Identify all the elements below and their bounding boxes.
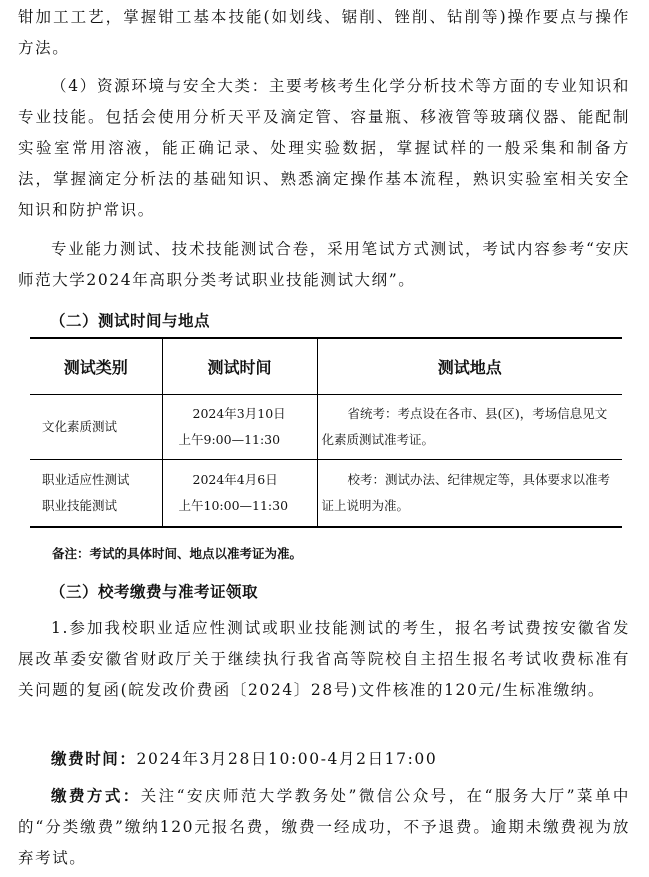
header-place: 测试地点 xyxy=(317,338,622,395)
time-line: 上午10:00—11:30 xyxy=(178,498,289,513)
pay-time-label: 缴费时间： xyxy=(51,750,137,768)
pay-method-value: 关注“安庆师范大学教务处”微信公众号，在“服务大厅”菜单中的“分类缴费”缴纳120元报名费，缴费一经成功，不予退费。逾期未缴费视为放弃考试。 xyxy=(18,787,630,867)
category-line: 文化素质测试 xyxy=(42,419,118,434)
cell-time xyxy=(162,460,317,528)
paragraph-fitter-skills: 钳加工工艺，掌握钳工基本技能(如划线、锯削、锉削、钻削等)操作要点与操作方法。 xyxy=(18,8,630,57)
category-line: 职业适应性测试 xyxy=(42,472,130,487)
paragraph-exam-format: 专业能力测试、技术技能测试合卷，采用笔试方式测试，考试内容参考“安庆师范大学2024年高职分类考试职业技能测试大纲”。 xyxy=(18,240,630,289)
paragraph-fee-standard: 1.参加我校职业适应性测试或职业技能测试的考生，报名考试费按安徽省发展改革委安徽省财政厅关于继续执行我省高等院校自主招生报名考试收费标准有关问题的复函(皖发改价费函〔2024〕28号)文件核准的120元/生标准缴纳。 xyxy=(18,619,630,699)
table-row xyxy=(30,460,622,528)
section-heading-time-place: （二）测试时间与地点 xyxy=(50,312,211,330)
cell-category xyxy=(30,395,162,460)
cell-category xyxy=(30,460,162,528)
table-note: 备注：考试的具体时间、地点以准考证为准。 xyxy=(52,546,303,561)
pay-time-value: 2024年3月28日10:00-4月2日17:00 xyxy=(136,750,438,768)
time-line: 上午9:00—11:30 xyxy=(178,432,281,447)
cell-place: 校考：测试办法、纪律规定等，具体要求以准考证上说明为准。 xyxy=(317,460,622,528)
cell-place: 省统考：考点设在各市、县(区)，考场信息见文化素质测试准考证。 xyxy=(317,395,622,460)
paragraph-pay-method xyxy=(18,781,630,874)
paragraph-resource-environment: （4）资源环境与安全大类：主要考核考生化学分析技术等方面的专业知识和专业技能。包括会使用分析天平及滴定管、容量瓶、移液管等玻璃仪器、能配制实验室常用溶液，能正确记录、处理实验数据，掌握试样的一般采集和制备方法，掌握滴定分析法的基础知识、熟悉滴定操作基本流程，熟识实验室相关安全知识和防护常识。 xyxy=(18,77,630,219)
section-heading-fee-ticket: （三）校考缴费与准考证领取 xyxy=(50,583,259,601)
test-schedule-table xyxy=(30,337,622,528)
table-row xyxy=(30,395,622,460)
category-line: 职业技能测试 xyxy=(42,498,118,513)
cell-time xyxy=(162,395,317,460)
header-category: 测试类别 xyxy=(30,338,162,395)
date-line: 2024年4月6日 xyxy=(192,472,278,487)
header-time: 测试时间 xyxy=(162,338,317,395)
pay-method-label: 缴费方式： xyxy=(51,787,141,805)
paragraph-pay-time xyxy=(18,744,630,775)
date-line: 2024年3月10日 xyxy=(192,406,286,421)
table-header-row xyxy=(30,338,622,395)
